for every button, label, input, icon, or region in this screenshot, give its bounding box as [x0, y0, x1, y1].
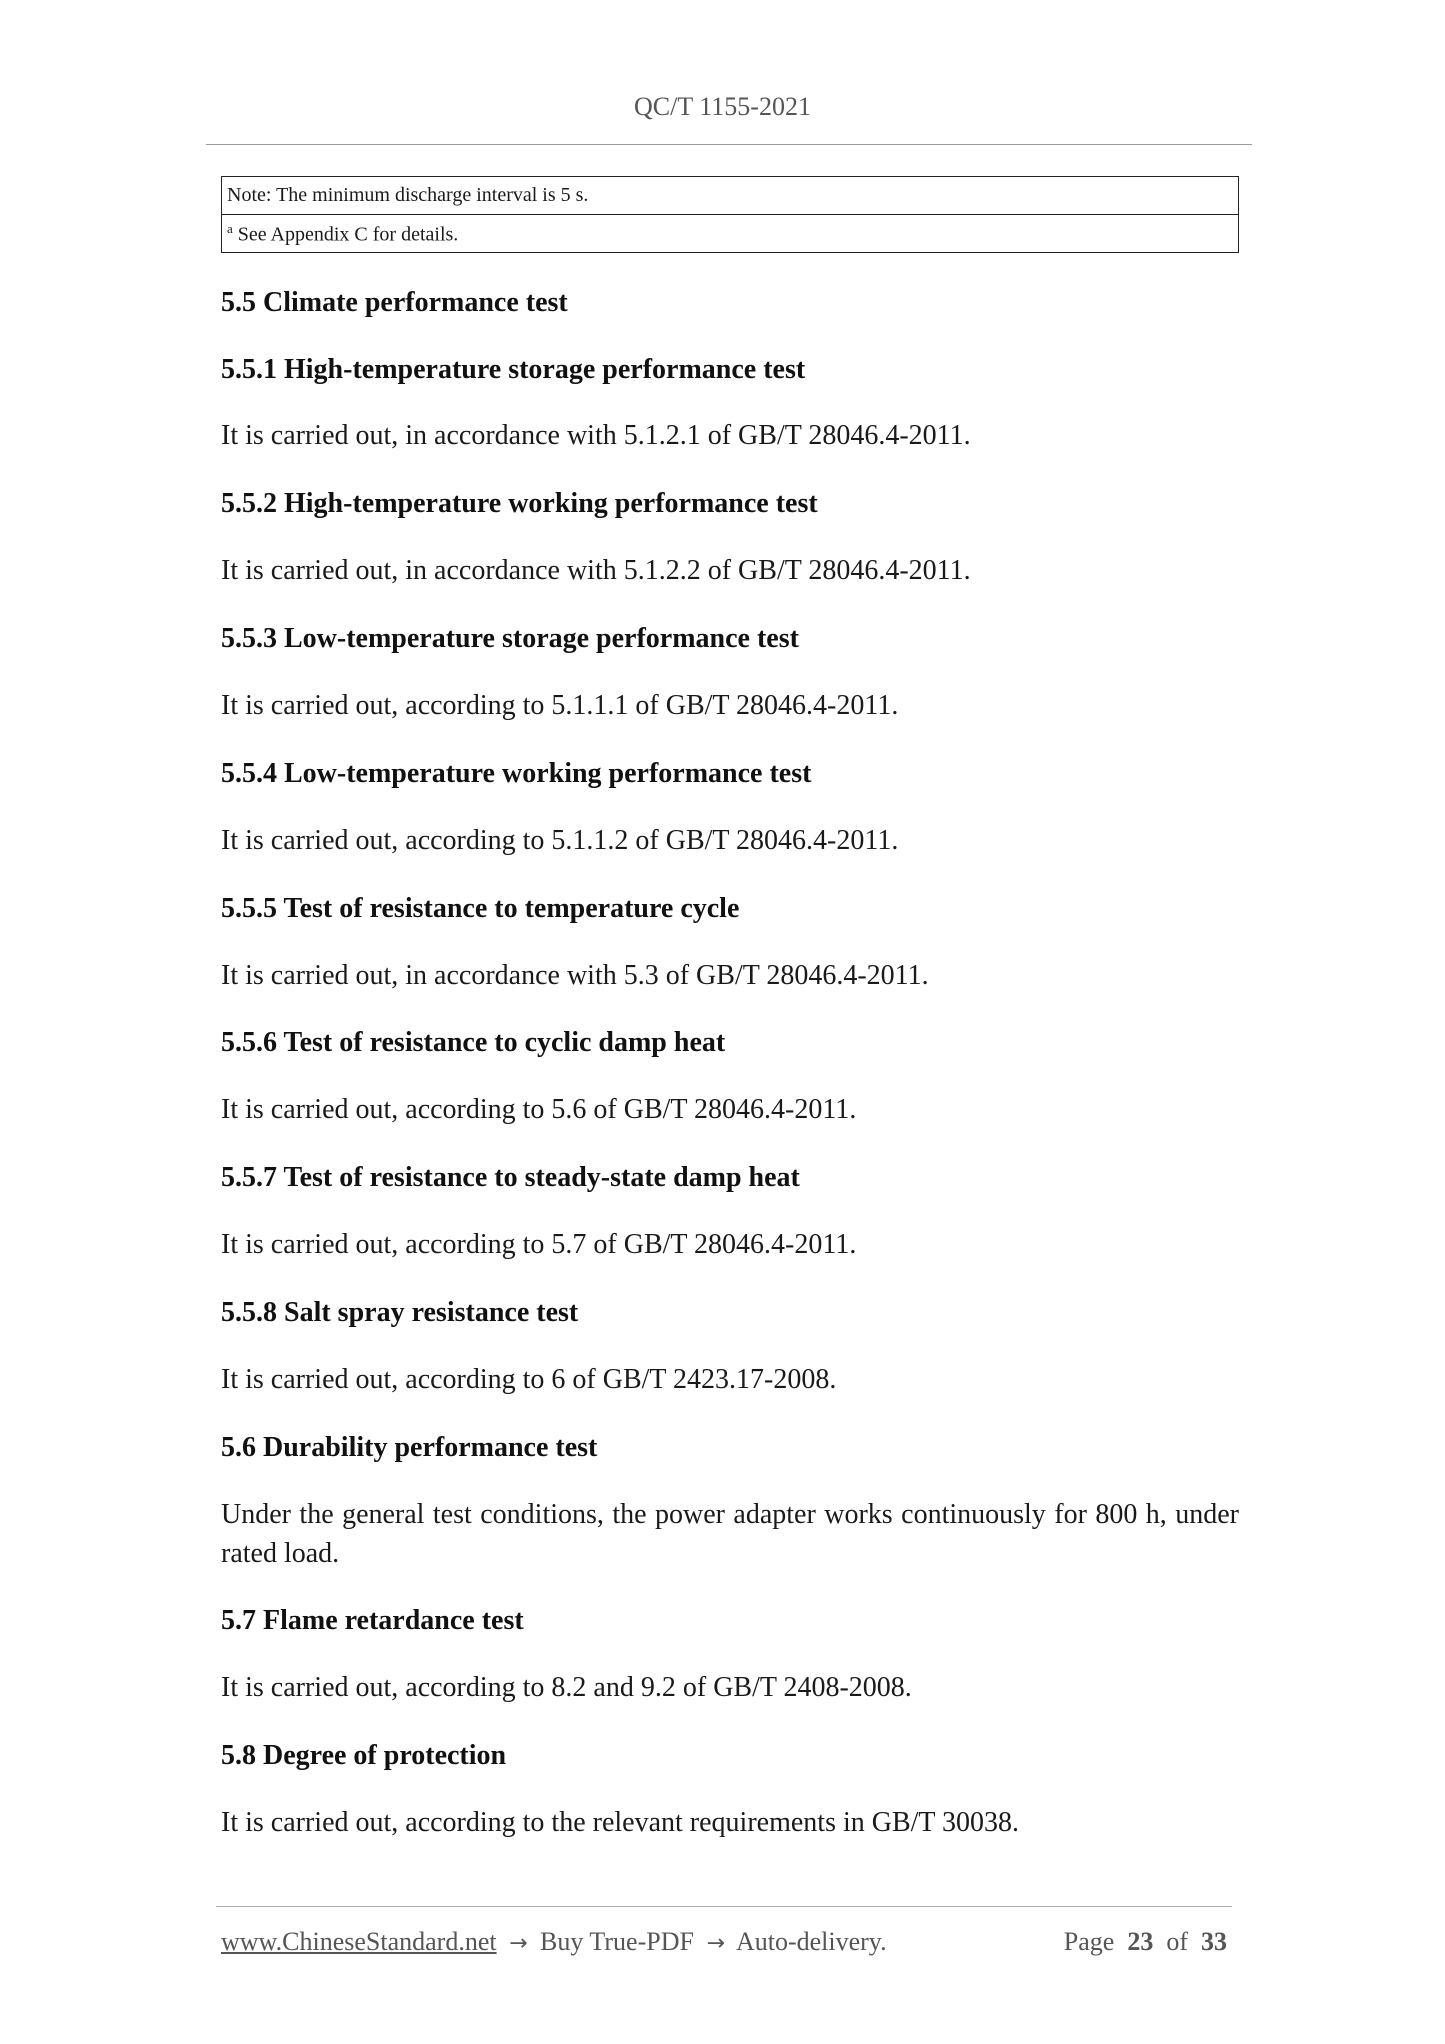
- table-row: [222, 215, 1239, 253]
- header-divider: [206, 144, 1252, 145]
- table-row: [222, 177, 1239, 215]
- section-text: It is carried out, according to the relevant requirements in GB/T 30038.: [221, 1807, 1020, 1838]
- section-text: It is carried out, according to 5.1.1.1 of GB/T 28046.4-2011.: [221, 690, 899, 721]
- note-cell: Note: The minimum discharge interval is 5 s.: [222, 177, 1239, 215]
- section-text: It is carried out, according to 5.7 of GB/T 28046.4-2011.: [221, 1229, 857, 1260]
- page-indicator: [1064, 1927, 1227, 1957]
- section-heading: 5.5.5 Test of resistance to temperature cycle: [221, 893, 740, 924]
- section-text: It is carried out, in accordance with 5.3 of GB/T 28046.4-2011.: [221, 960, 929, 991]
- section-heading: 5.7 Flame retardance test: [221, 1605, 524, 1636]
- section-heading: 5.5.6 Test of resistance to cyclic damp heat: [221, 1027, 726, 1058]
- footer-promo: [221, 1927, 887, 1957]
- section-heading: 5.6 Durability performance test: [221, 1432, 598, 1463]
- document-header-title: QC/T 1155-2021: [634, 92, 811, 121]
- section-text: Under the general test conditions, the power adapter works continuously for 800 h, under rated load.: [221, 1499, 1239, 1569]
- section-heading: 5.5.1 High-temperature storage performance test: [221, 354, 806, 385]
- page-current: 23: [1127, 1927, 1154, 1956]
- page-total: 33: [1201, 1927, 1227, 1956]
- auto-delivery-text: Auto-delivery.: [735, 1927, 887, 1956]
- footnote-text: See Appendix C for details.: [232, 223, 459, 246]
- page-label: Page: [1063, 1927, 1115, 1956]
- arrow-right-icon: →: [706, 1931, 725, 1956]
- website-link[interactable]: www.ChineseStandard.net: [221, 1927, 497, 1956]
- section-heading: 5.5.8 Salt spray resistance test: [221, 1297, 579, 1328]
- page-of-label: of: [1166, 1927, 1188, 1956]
- section-heading: 5.5.2 High-temperature working performance test: [221, 488, 818, 519]
- section-text: It is carried out, according to 8.2 and 9.2 of GB/T 2408-2008.: [221, 1672, 912, 1703]
- section-text: It is carried out, according to 5.1.1.2 of GB/T 28046.4-2011.: [221, 825, 899, 856]
- section-heading: 5.5.3 Low-temperature storage performance test: [221, 623, 799, 654]
- footnote-marker: a: [227, 220, 233, 236]
- section-heading: 5.5.4 Low-temperature working performance test: [221, 758, 812, 789]
- note-table: [221, 176, 1239, 253]
- footer-divider: [216, 1906, 1232, 1907]
- section-text: It is carried out, according to 6 of GB/T 2423.17-2008.: [221, 1364, 837, 1395]
- section-text: It is carried out, in accordance with 5.1.2.2 of GB/T 28046.4-2011.: [221, 555, 971, 586]
- section-heading: 5.8 Degree of protection: [221, 1740, 507, 1771]
- section-text: It is carried out, according to 5.6 of GB/T 28046.4-2011.: [221, 1094, 857, 1125]
- footnote-cell: [222, 215, 1239, 253]
- section-heading: 5.5.7 Test of resistance to steady-state damp heat: [221, 1162, 800, 1193]
- arrow-right-icon: →: [509, 1931, 528, 1956]
- section-text: It is carried out, in accordance with 5.1.2.1 of GB/T 28046.4-2011.: [221, 420, 971, 451]
- buy-pdf-text: Buy True-PDF: [540, 1927, 694, 1956]
- section-heading: 5.5 Climate performance test: [221, 287, 568, 318]
